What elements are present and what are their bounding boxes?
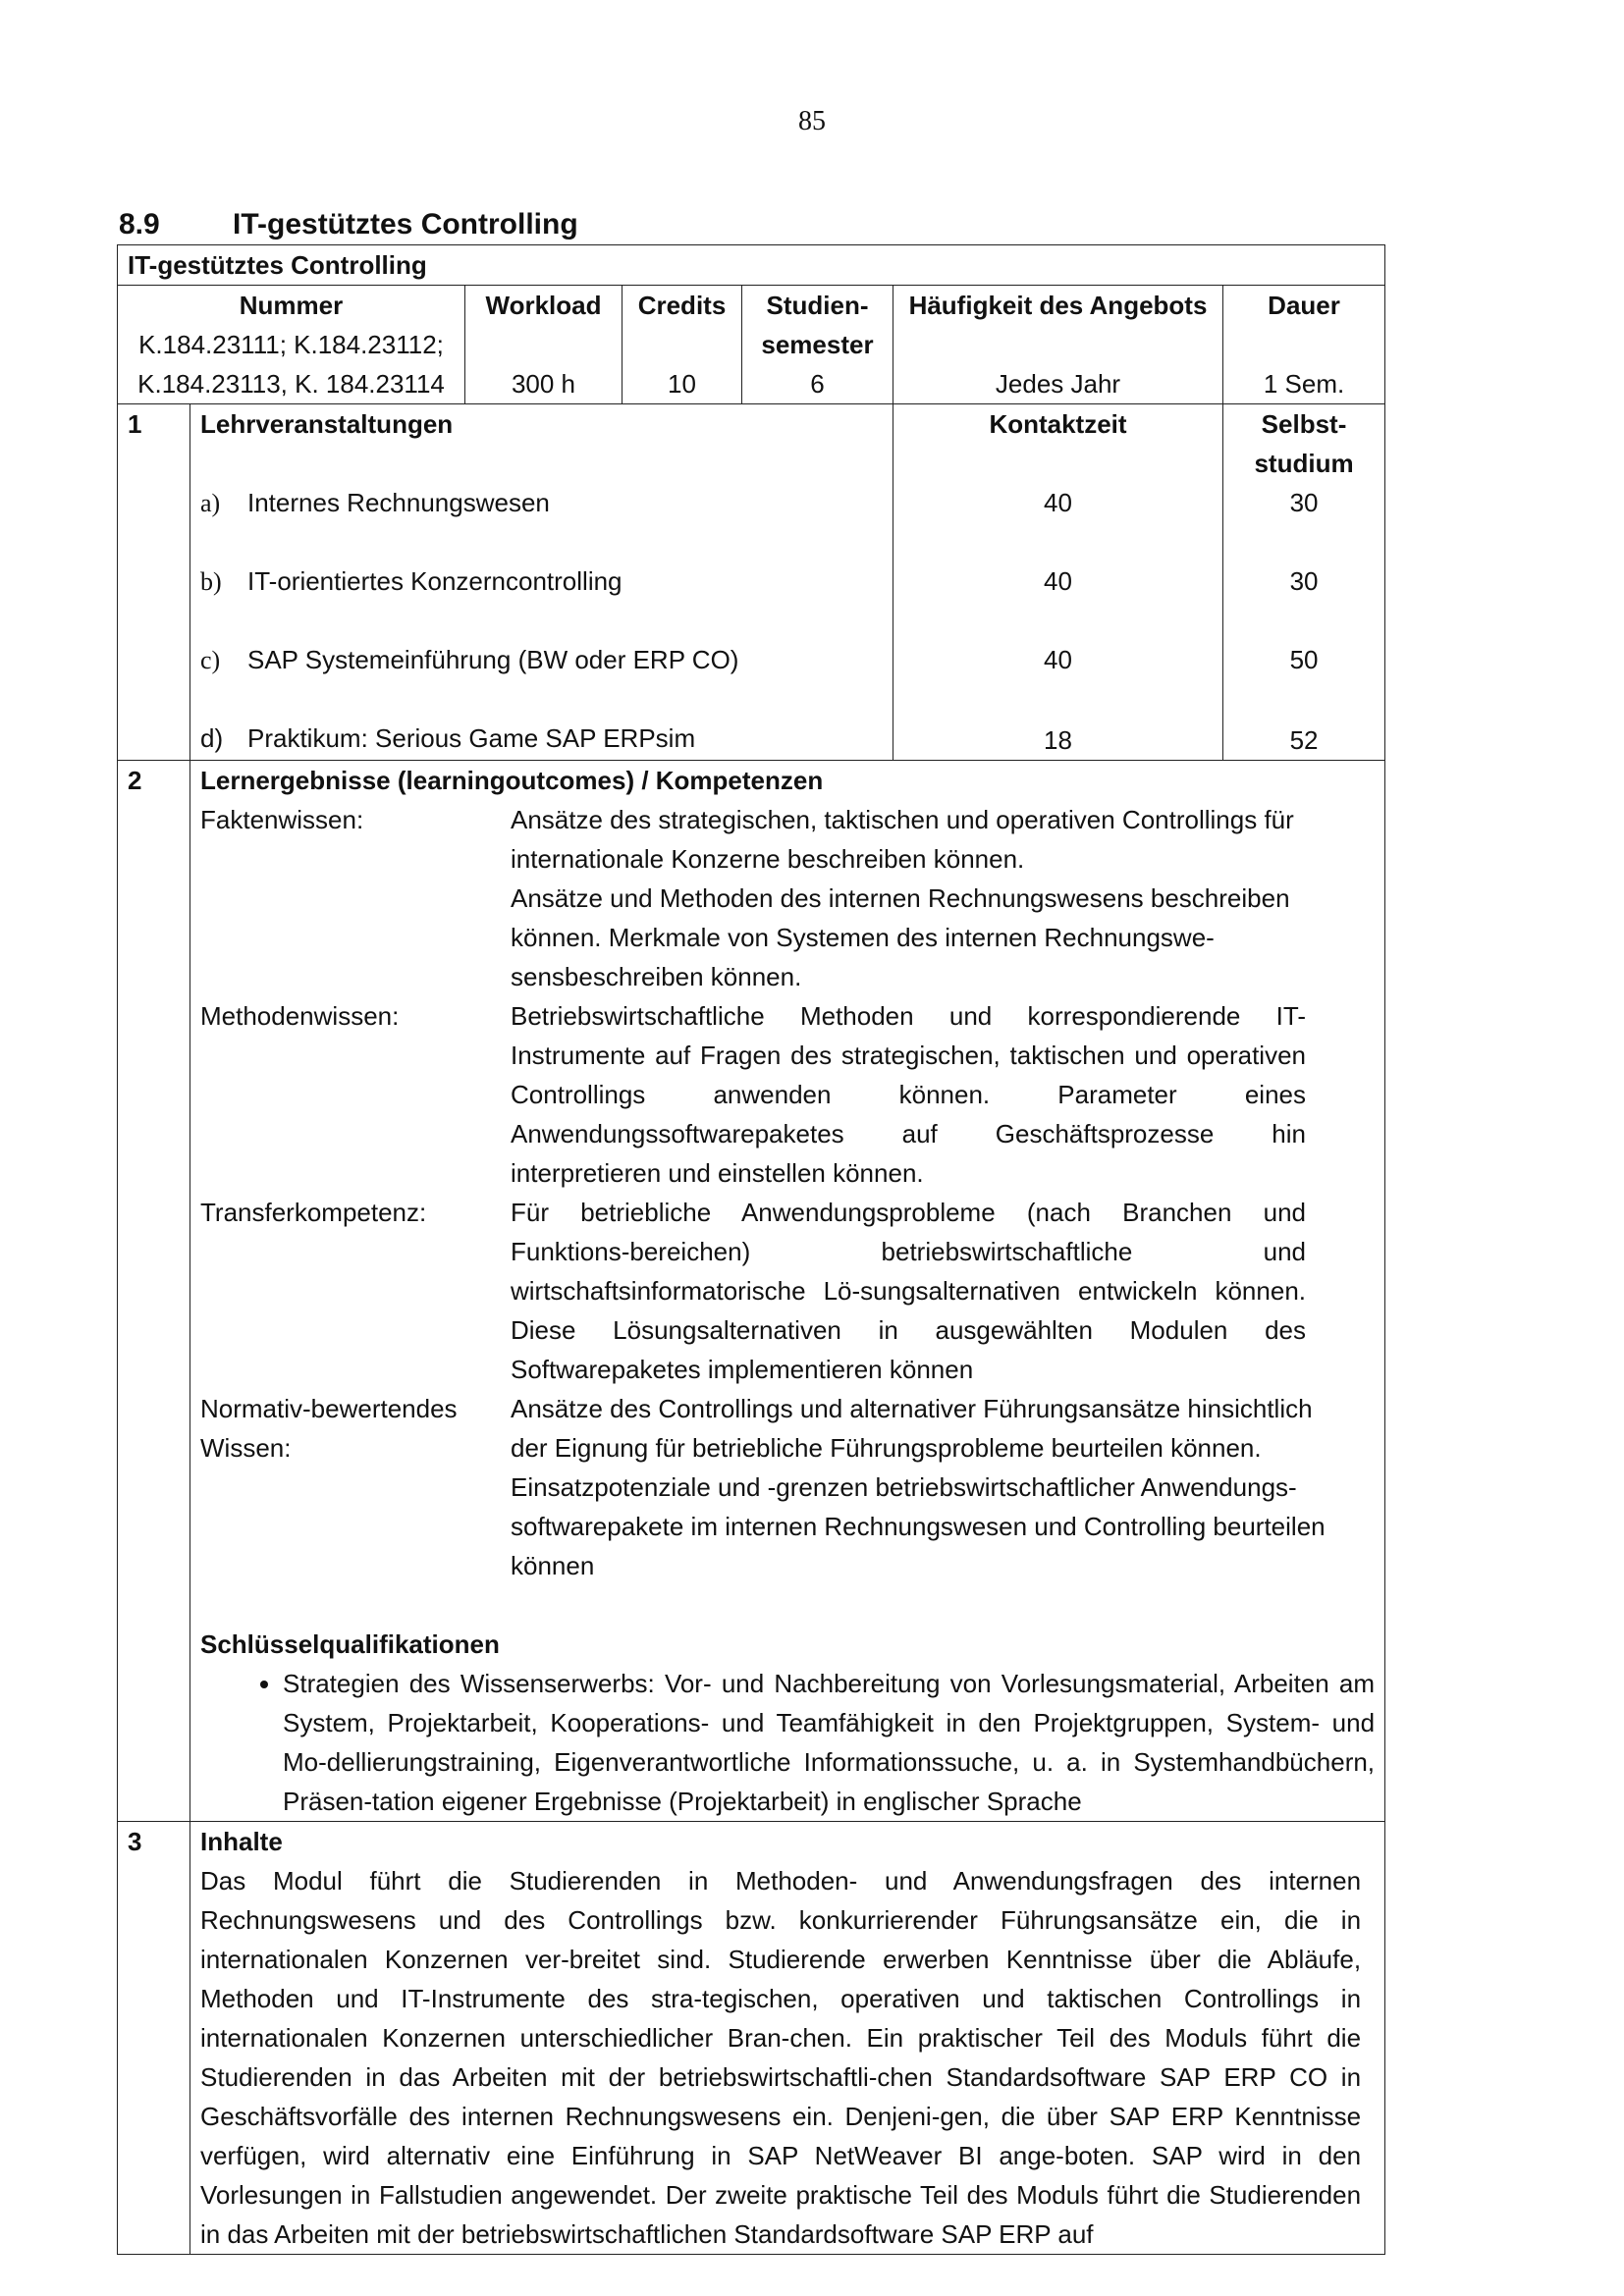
sec1-courses	[190, 404, 893, 761]
module-table	[117, 244, 1385, 2255]
selbst-value: 30	[1289, 566, 1319, 596]
sec3-title: Inhalte	[200, 1827, 283, 1856]
dauer-cell	[1223, 286, 1385, 404]
sec3-row	[118, 1822, 1385, 2255]
sec2-number: 2	[118, 761, 190, 1822]
methoden-label: Methodenwissen:	[200, 1001, 400, 1031]
credits-cell	[623, 286, 742, 404]
competence-grid	[200, 800, 1375, 1585]
section-title: IT-gestütztes Controlling	[233, 208, 578, 240]
nummer-line2: K.184.23113, K. 184.23114	[137, 369, 445, 399]
module-title-row	[118, 245, 1385, 286]
schluessel-item: • Strategien des Wissenserwerbs: Vor- und Nachbereitung von Vorlesungsmaterial, Arbeiten am System, Projektarbeit, Kooperations- und Teamfähigkeit in den Projektgruppen, System- und Mo-dellierungstraining, Eigenverantwortliche Informationssuche, u. a. in Systemhandbüchern, Präsen-tation eigener Ergebnisse (Projektarbeit) in englischer Sprache	[283, 1664, 1375, 1821]
normativ-label: Normativ-bewertendes Wissen:	[200, 1394, 458, 1463]
course-name: SAP Systemeinführung (BW oder ERP CO)	[247, 645, 739, 674]
section-number: 8.9	[119, 208, 160, 240]
nummer-cell	[118, 286, 465, 404]
selbst-label-2: studium	[1254, 449, 1354, 478]
dauer-label: Dauer	[1268, 291, 1340, 320]
transfer-label: Transferkompetenz:	[200, 1198, 427, 1227]
course-name: Praktikum: Serious Game SAP ERPsim	[247, 723, 696, 753]
semester-label-1: Studien-	[766, 291, 869, 320]
sec1-title: Lehrveranstaltungen	[200, 409, 454, 439]
header-row	[118, 286, 1385, 404]
page-number: 85	[798, 106, 826, 136]
schluessel-title: Schlüsselqualifikationen	[200, 1629, 500, 1659]
course-item: a) Internes Rechnungswesen	[200, 488, 550, 517]
workload-value: 300 h	[511, 369, 576, 399]
selbst-label-1: Selbst-	[1261, 409, 1347, 439]
kontakt-value: 40	[1044, 566, 1072, 596]
kontakt-label: Kontaktzeit	[989, 409, 1127, 439]
sec1-row	[118, 404, 1385, 761]
fakten-text: Ansätze des strategischen, taktischen und operativen Controllings für internationale Konzerne beschreiben können. Ansätze und Methoden des internen Rechnungswesens beschreiben können. Merkmale von Systemen des internen Rechnungswe- sensbeschreiben können.	[511, 805, 1294, 991]
kontakt-value: 40	[1044, 488, 1072, 517]
kontakt-value: 40	[1044, 645, 1072, 674]
kontakt-column	[893, 404, 1223, 761]
workload-label: Workload	[485, 291, 602, 320]
semester-label-2: semester	[761, 330, 874, 359]
haeufigkeit-label: Häufigkeit des Angebots	[908, 291, 1208, 320]
haeufigkeit-cell	[893, 286, 1223, 404]
haeufigkeit-value: Jedes Jahr	[995, 369, 1121, 399]
course-name: Internes Rechnungswesen	[247, 488, 550, 517]
workload-cell	[465, 286, 623, 404]
selbst-value: 52	[1289, 725, 1319, 755]
credits-value: 10	[668, 369, 696, 399]
fakten-label: Faktenwissen:	[200, 805, 364, 834]
sec2-content	[190, 761, 1385, 1822]
sec2-row	[118, 761, 1385, 1822]
dauer-value: 1 Sem.	[1263, 369, 1345, 399]
semester-value: 6	[810, 369, 825, 399]
methoden-text: Betriebswirtschaftliche Methoden und korrespondierende IT-Instrumente auf Fragen des strategischen, taktischen und operativen Controllings anwenden können. Parameter eines Anwendungssoftwarepaketes auf Geschäftsprozesse hin interpretieren und einstellen können.	[511, 1001, 1306, 1188]
transfer-text: Für betriebliche Anwendungsprobleme (nach Branchen und Funktions-bereichen) betriebswirtschaftliche und wirtschaftsinformatorische Lö-sungsalternativen entwickeln können. Diese Lösungsalternativen in ausgewählten Modulen des Softwarepaketes implementieren können	[511, 1198, 1306, 1384]
credits-label: Credits	[637, 291, 727, 320]
normativ-text: Ansätze des Controllings und alternativer Führungsansätze hinsichtlich der Eignung für betriebliche Führungsprobleme beurteilen können. Einsatzpotenziale und -grenzen betriebswirtschaftlicher Anwendungs- softwarepakete im internen Rechnungswesen und Controlling beurteilen können	[511, 1394, 1326, 1580]
sec3-text: Das Modul führt die Studierenden in Methoden- und Anwendungsfragen des internen Rechnungswesens und des Controllings bzw. konkurrierender Führungsansätze ein, die in internationalen Konzernen ver-breitet sind. Studierende erwerben Kenntnisse über die Abläufe, Methoden und IT-Instrumente des stra-tegischen, operativen und taktischen Controllings in internationalen Konzernen unterschiedlicher Bran-chen. Ein praktischer Teil des Moduls führt die Studierenden in das Arbeiten mit der betriebswirtschaftli-chen Standardsoftware SAP ERP CO in Geschäftsvorfälle des internen Rechnungswesens ein. Denjeni-gen, die über SAP ERP Kenntnisse verfügen, wird alternativ eine Einführung in SAP NetWeaver BI ange-boten. SAP wird in den Vorlesungen in Fallstudien angewendet. Der zweite praktische Teil des Moduls führt die Studierenden in das Arbeiten mit der betriebswirtschaftlichen Standardsoftware SAP ERP auf	[200, 1866, 1362, 2249]
nummer-label: Nummer	[239, 291, 344, 320]
course-item: c) SAP Systemeinführung (BW oder ERP CO)	[200, 645, 739, 674]
section-heading	[119, 208, 578, 241]
schluessel-list	[200, 1664, 1375, 1821]
sec3-number: 3	[118, 1822, 190, 2255]
kontakt-value: 18	[1044, 725, 1072, 755]
course-item: d) Praktikum: Serious Game SAP ERPsim	[200, 723, 696, 753]
module-title: IT-gestütztes Controlling	[118, 245, 1385, 286]
selbst-value: 50	[1289, 645, 1319, 674]
semester-cell	[742, 286, 893, 404]
sec3-content	[190, 1822, 1385, 2255]
sec2-title: Lernergebnisse (learningoutcomes) / Kompetenzen	[200, 766, 824, 795]
sec1-number: 1	[118, 404, 190, 761]
nummer-line1: K.184.23111; K.184.23112;	[138, 330, 444, 359]
selbst-value: 30	[1289, 488, 1319, 517]
course-name: IT-orientiertes Konzerncontrolling	[247, 566, 623, 596]
course-item: b) IT-orientiertes Konzerncontrolling	[200, 566, 623, 596]
selbst-column	[1223, 404, 1385, 761]
